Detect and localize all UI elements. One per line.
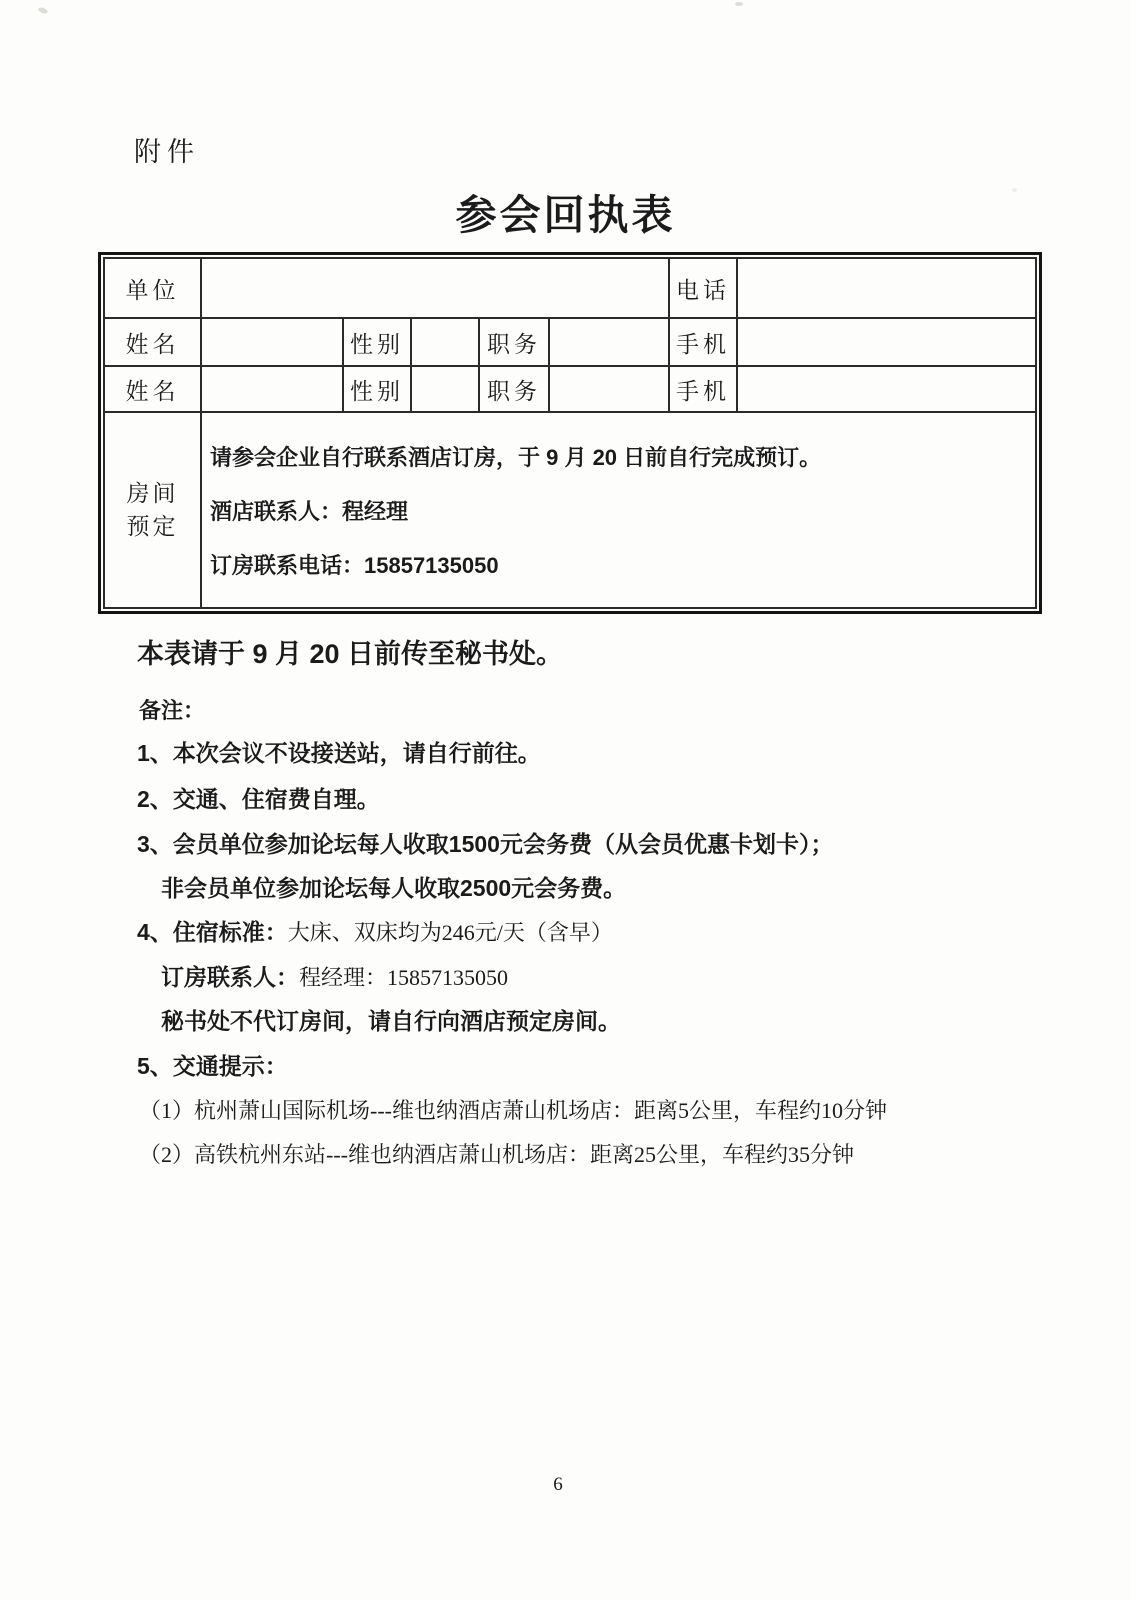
mobile-value-cell <box>737 318 1036 366</box>
note-item-3-continued <box>161 873 626 904</box>
deadline-note: 本表请于 9 月 20 日前传至秘书处。 <box>137 639 564 669</box>
room-label-line-1: 房间 <box>126 481 179 506</box>
note-regular-text: 大床、双床均为246元/天（含早） <box>287 920 613 945</box>
scan-speck <box>735 2 743 6</box>
unit-value-cell <box>201 258 669 318</box>
name-label-cell: 姓名 <box>104 318 201 366</box>
gender-value-cell <box>411 318 479 366</box>
note-item-2 <box>137 784 380 815</box>
note-item-3 <box>137 829 833 860</box>
attachment-label: 附件 <box>134 137 200 167</box>
note-regular-text: （1）杭州萧山国际机场---维也纳酒店萧山机场店：距离5公里，车程约10分钟 <box>139 1098 887 1123</box>
note-regular-text: 程经理：15857135050 <box>299 965 509 990</box>
phone-value-cell <box>737 258 1036 318</box>
mobile-label-cell: 手机 <box>669 318 737 366</box>
note-bold-text: 秘书处不代订房间，请自行向酒店预定房间。 <box>161 1008 621 1034</box>
reply-form-table <box>98 252 1042 614</box>
note-item-4 <box>137 917 613 948</box>
mobile-label-cell: 手机 <box>669 366 737 412</box>
name-label-cell: 姓名 <box>104 366 201 412</box>
note-item-4-disclaimer <box>161 1006 621 1037</box>
position-label-cell: 职务 <box>479 318 549 366</box>
gender-label-cell: 性别 <box>343 366 411 412</box>
position-value-cell <box>549 366 669 412</box>
scan-speck <box>37 6 48 14</box>
room-reservation-content-cell <box>201 412 1036 608</box>
hotel-contact-person: 酒店联系人：程经理 <box>210 499 409 524</box>
table-row-attendee-2 <box>104 366 1036 412</box>
reply-form-grid <box>103 257 1037 609</box>
note-item-4-contact <box>161 962 508 993</box>
page-title: 参会回执表 <box>455 192 676 238</box>
note-bold-text: 3、会员单位参加论坛每人收取1500元会务费（从会员优惠卡划卡）； <box>137 831 834 857</box>
phone-label-cell: 电话 <box>669 258 737 318</box>
notes-heading: 备注： <box>139 698 206 723</box>
position-label-cell: 职务 <box>479 366 549 412</box>
room-reservation-label-cell <box>104 412 201 608</box>
transport-tip-2 <box>139 1139 854 1170</box>
unit-label-cell: 单位 <box>104 258 201 318</box>
name-value-cell <box>201 366 343 412</box>
note-item-5 <box>137 1051 288 1082</box>
table-row-attendee-1 <box>104 318 1036 366</box>
table-row-room-reservation <box>104 412 1036 608</box>
room-label-line-2: 预定 <box>126 514 179 539</box>
booking-phone-number: 订房联系电话：15857135050 <box>210 553 499 578</box>
position-value-cell <box>549 318 669 366</box>
room-booking-instruction: 请参会企业自行联系酒店订房，于 9 月 20 日前自行完成预订。 <box>210 445 822 470</box>
gender-label-cell: 性别 <box>343 318 411 366</box>
page-number: 6 <box>553 1474 564 1495</box>
note-bold-text: 订房联系人： <box>161 964 299 990</box>
table-row-unit <box>104 258 1036 318</box>
note-bold-text: 4、住宿标准： <box>137 919 288 945</box>
name-value-cell <box>201 318 343 366</box>
gender-value-cell <box>411 366 479 412</box>
note-bold-text: 1、本次会议不设接送站，请自行前往。 <box>137 740 541 766</box>
note-bold-text: 非会员单位参加论坛每人收取2500元会务费。 <box>161 875 627 901</box>
mobile-value-cell <box>737 366 1036 412</box>
note-bold-text: 2、交通、住宿费自理。 <box>137 786 380 812</box>
note-item-1 <box>137 738 541 769</box>
transport-tip-1 <box>139 1095 887 1126</box>
note-bold-text: 5、交通提示： <box>137 1053 288 1079</box>
note-regular-text: （2）高铁杭州东站---维也纳酒店萧山机场店：距离25公里，车程约35分钟 <box>139 1142 854 1167</box>
